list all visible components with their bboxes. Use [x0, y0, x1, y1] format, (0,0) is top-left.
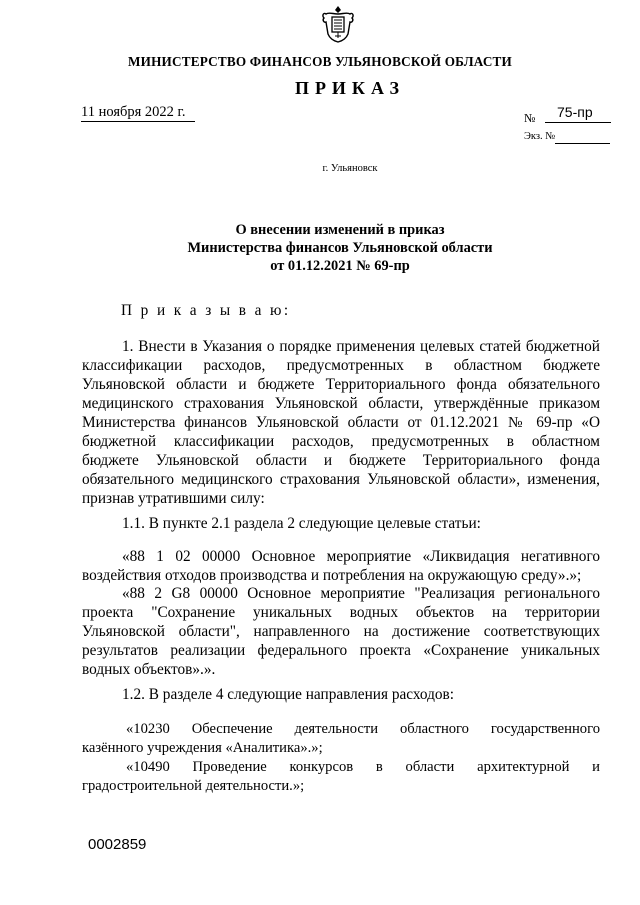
document-number: 75-пр: [557, 104, 593, 120]
quoted-item-line: казённого учреждения «Аналитика».»;: [82, 740, 323, 756]
paragraph-line: бюджете Ульяновской области и бюджете Территориального фонда: [82, 452, 600, 469]
paragraph-line: Ульяновской области и бюджете Территориального фонда обязательного: [82, 376, 600, 393]
document-date: 11 ноября 2022 г.: [81, 104, 186, 120]
number-underline: [545, 122, 611, 123]
paragraph-line: обязательного медицинского страхования Ульяновской области», изменения,: [82, 471, 600, 488]
date-underline: [81, 121, 195, 122]
subparagraph-1-2: 1.2. В разделе 4 следующие направления расходов:: [122, 686, 455, 703]
quoted-item-line: «88 1 02 00000 Основное мероприятие «Ликвидация негативного: [122, 548, 600, 565]
paragraph-line: признав утратившими силу:: [82, 490, 265, 507]
quoted-item-line: «10490 Проведение конкурсов в области архитектурной и: [126, 759, 600, 775]
coat-of-arms-icon: [321, 4, 355, 44]
copy-number-label: Экз. №: [524, 131, 556, 142]
number-label: №: [524, 111, 536, 125]
city: г. Ульяновск: [322, 163, 378, 174]
paragraph-line: 1. Внести в Указания о порядке применения целевых статей бюджетной: [122, 338, 600, 355]
document-subject: [0, 221, 640, 275]
subparagraph-1-1: 1.1. В пункте 2.1 раздела 2 следующие целевые статьи:: [122, 515, 481, 532]
quoted-item-line: водных объектов».».: [82, 661, 216, 678]
quoted-item-line: «10230 Обеспечение деятельности областного государственного: [126, 721, 600, 737]
paragraph-line: классификации расходов, предусмотренных в областном бюджете: [82, 357, 600, 374]
quoted-item-line: градостроительной деятельности.»;: [82, 778, 305, 794]
subject-line: от 01.12.2021 № 69-пр: [270, 258, 410, 274]
quoted-item-line: результатов реализации федерального проекта «Сохранение уникальных: [82, 642, 600, 659]
quoted-item-line: воздействия отходов производства и потребления на окружающую среду».»;: [82, 567, 582, 584]
order-word: П р и к а з ы в а ю:: [121, 302, 291, 319]
paragraph-line: бюджетной классификации расходов, предусмотренных в областном: [82, 433, 600, 450]
quoted-item-line: Ульяновской области", направленного на достижение соответствующих: [82, 623, 600, 640]
paragraph-line: Министерства финансов Ульяновской области от 01.12.2021 № 69-пр «О: [82, 414, 600, 431]
document-code: 0002859: [88, 836, 147, 853]
subject-line: О внесении изменений в приказ: [235, 222, 445, 238]
paragraph-line: медицинского страхования Ульяновской области, утверждённые приказом: [82, 395, 600, 412]
quoted-item-line: «88 2 G8 00000 Основное мероприятие "Реализация регионального: [122, 585, 600, 602]
subject-line: Министерства финансов Ульяновской области: [187, 240, 493, 256]
ministry-name: МИНИСТЕРСТВО ФИНАНСОВ УЛЬЯНОВСКОЙ ОБЛАСТИ: [127, 54, 513, 69]
document-type: ПРИКАЗ: [294, 78, 406, 98]
quoted-item-line: проекта "Сохранение уникальных водных объектов на территории: [82, 604, 600, 621]
copy-number-underline: [555, 143, 610, 144]
